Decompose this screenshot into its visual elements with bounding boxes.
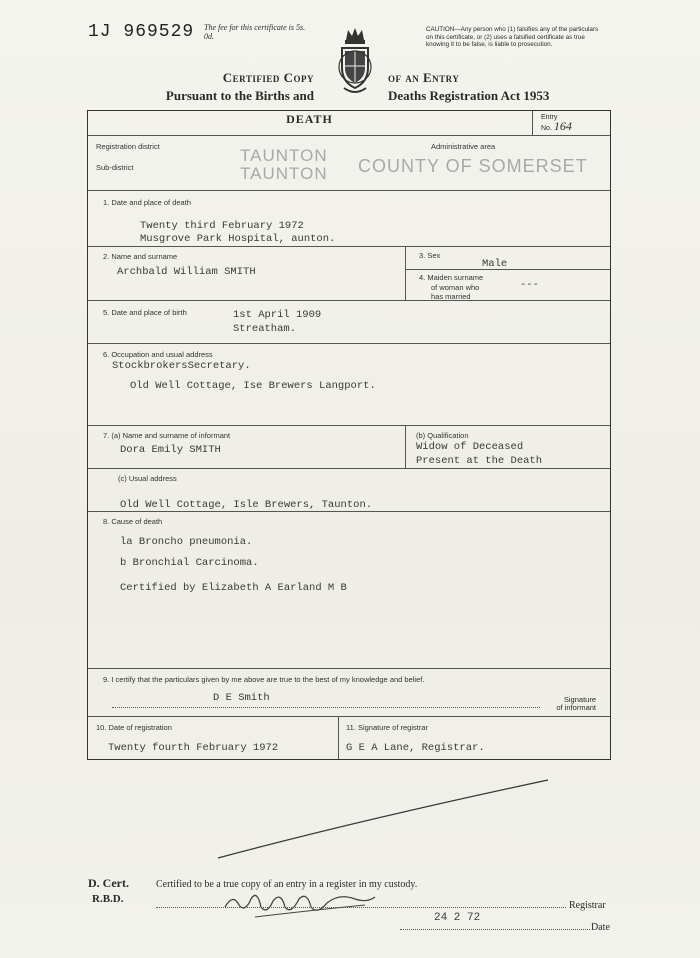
field-1-label: 1. Date and place of death [103, 198, 191, 207]
field-7b-label: (b) Qualification [416, 431, 469, 440]
title-left [90, 69, 314, 105]
entry-number: 164 [553, 119, 572, 133]
registrar-label: Registrar [569, 900, 606, 911]
col-divider [405, 246, 406, 300]
col-divider [338, 716, 339, 759]
field-7a-label: 7. (a) Name and surname of informant [103, 431, 231, 440]
registrar-signature [215, 885, 385, 925]
field-3-value: Male [482, 258, 508, 270]
field-9-value: D E Smith [213, 692, 270, 704]
col-divider [405, 425, 406, 468]
rule [405, 269, 610, 270]
title-left-line2: Pursuant to the Births and [165, 88, 314, 103]
rule [88, 511, 610, 512]
cancellation-pen-stroke [200, 770, 560, 865]
rule [88, 668, 610, 669]
field-8-line2: b Bronchial Carcinoma. [120, 557, 259, 569]
administrative-area-label: Administrative area [431, 142, 496, 151]
rule [88, 343, 610, 344]
field-7b-line2: Present at the Death [416, 455, 543, 467]
entry-label-1: Entry [541, 114, 558, 121]
registrar-line [156, 907, 566, 908]
rule [88, 135, 610, 136]
dcert-label: D. Cert. [88, 876, 129, 890]
certificate-date: 24 2 72 [434, 912, 481, 924]
royal-crest-icon [334, 26, 376, 100]
field-4-value: --- [520, 279, 539, 291]
date-line [400, 929, 590, 930]
field-4-label-3: has married [431, 292, 471, 301]
certified-true-copy-text: Certified to be a true copy of an entry in a register in my custody. [156, 879, 418, 890]
field-10-value: Twenty fourth February 1972 [108, 742, 279, 754]
rule [88, 246, 610, 247]
field-7a-value: Dora Emily SMITH [120, 444, 221, 456]
rule [88, 425, 610, 426]
field-6-line2: Old Well Cottage, Ise Brewers Langport. [130, 380, 376, 392]
field-11-label: 11. Signature of registrar [346, 723, 428, 732]
field-2-value: Archbald William SMITH [117, 266, 256, 278]
title-right-line2: Deaths Registration Act 1953 [388, 88, 550, 103]
field-3-label: 3. Sex [419, 251, 441, 260]
death-title: DEATH [286, 112, 333, 126]
field-5-line2: Streatham. [233, 323, 297, 335]
field-8-line3: Certified by Elizabeth A Earland M B [120, 582, 347, 594]
signature-of-informant-label [530, 696, 596, 712]
rule [88, 300, 610, 301]
stamp-district: TAUNTON [240, 146, 328, 165]
field-1-line1: Twenty third February 1972 [140, 220, 304, 232]
field-1-line2: Musgrove Park Hospital, aunton. [140, 233, 336, 245]
field-6-label: 6. Occupation and usual address [103, 350, 213, 359]
title-right [388, 69, 598, 105]
stamp-area: COUNTY OF SOMERSET [358, 156, 588, 176]
field-7c-label: (c) Usual address [118, 474, 177, 483]
field-8-label: 8. Cause of death [103, 517, 163, 526]
entry-label-2: No. [541, 125, 552, 132]
field-6-line1: StockbrokersSecretary. [112, 360, 251, 372]
field-9-label: 9. I certify that the particulars given by me above are true to the best of my knowledge and belief. [103, 675, 425, 684]
sub-district-label: Sub-district [96, 163, 134, 172]
field-7c-value: Old Well Cottage, Isle Brewers, Taunton. [120, 499, 373, 511]
entry-box [541, 114, 572, 133]
rule [88, 716, 610, 717]
title-left-line1: Certified Copy [222, 70, 314, 85]
stamp-subdistrict: TAUNTON [240, 164, 328, 183]
caution-note: CAUTION—Any person who (1) falsifies any of the particulars on this certificate, or (2) uses a falsified certificate as true knowing it to be false, is liable to prosecution. [426, 26, 599, 49]
field-11-value: G E A Lane, Registrar. [346, 742, 485, 754]
serial-number: 1J 969529 [88, 22, 195, 42]
date-label: Date [591, 922, 610, 933]
field-5-line1: 1st April 1909 [233, 309, 322, 321]
signature-label-2: of informant [556, 703, 596, 712]
rule [88, 190, 610, 191]
field-4-label-1: 4. Maiden surname [419, 273, 484, 282]
signature-label-1: Signature [563, 695, 596, 704]
field-5-label: 5. Date and place of birth [103, 308, 187, 317]
signature-line [112, 707, 540, 708]
rule [88, 468, 610, 469]
field-4-label-2: of woman who [431, 283, 480, 292]
field-7b-line1: Widow of Deceased [416, 441, 524, 453]
title-right-line1: of an Entry [388, 70, 460, 85]
entry-divider [532, 111, 533, 135]
field-8-line1: la Broncho pneumonia. [120, 536, 253, 548]
registration-district-label: Registration district [96, 142, 160, 151]
fee-note: The fee for this certificate is 5s. 0d. [204, 23, 306, 41]
rbd-label: R.B.D. [92, 893, 124, 905]
field-10-label: 10. Date of registration [96, 723, 172, 732]
field-2-label: 2. Name and surname [103, 252, 178, 261]
